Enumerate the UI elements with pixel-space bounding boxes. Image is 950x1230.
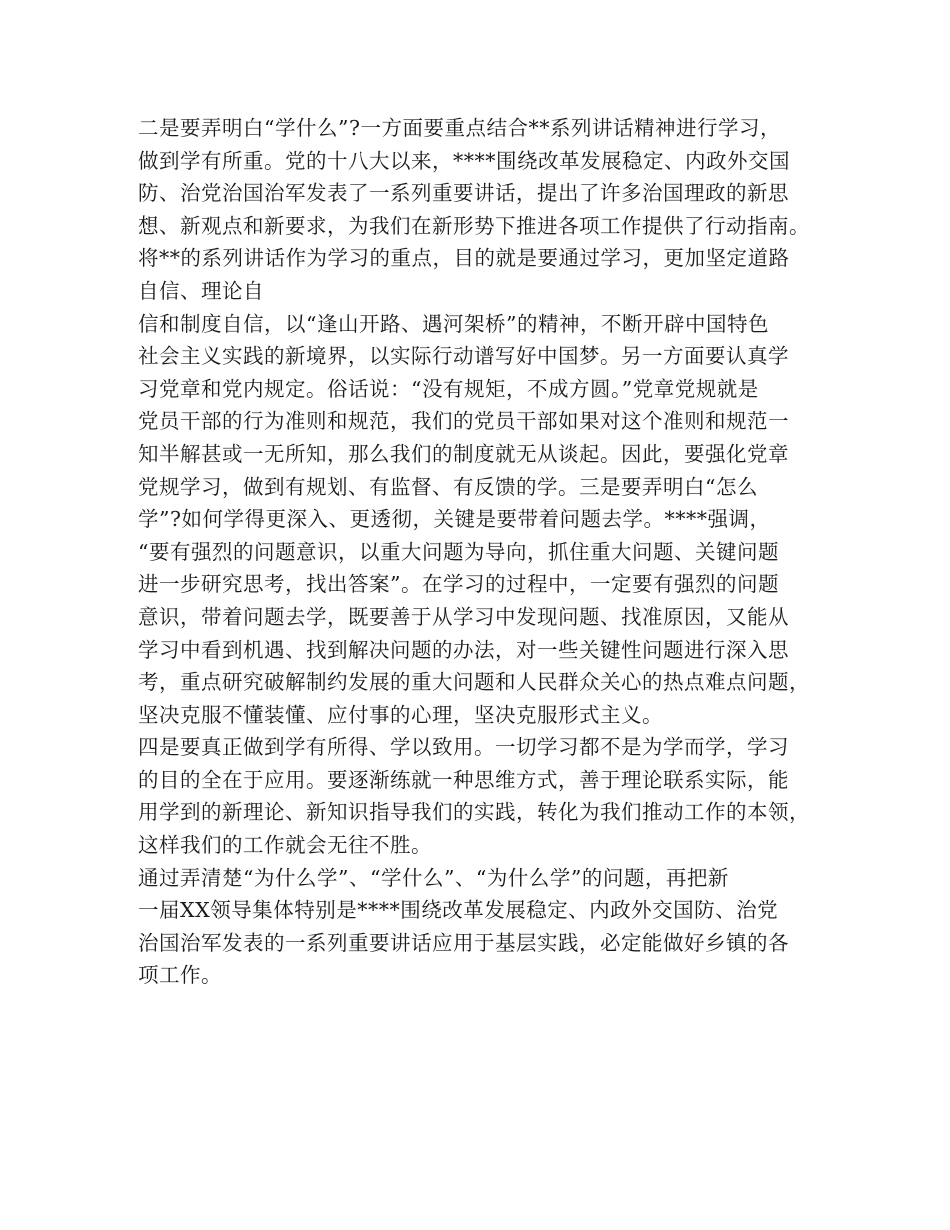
- text-line: 想、新观点和新要求，为我们在新形势下推进各项工作提供了行动指南。: [138, 213, 810, 238]
- text-line: 二是要弄明白“学什么”?一方面要重点结合**系列讲话精神进行学习，: [138, 116, 781, 140]
- text-line: 用学到的新理论、新知识指导我们的实践，转化为我们推动工作的本领，: [138, 800, 810, 825]
- text-line: “要有强烈的问题意识，以重大问题为导向，抓住重大问题、关键问题: [138, 539, 779, 564]
- text-line: 社会主义实践的新境界，以实际行动谱写好中国梦。另一方面要认真学: [138, 344, 789, 369]
- text-line: 防、治党治国治军发表了一系列重要讲话，提出了许多治国理政的新思: [138, 181, 789, 206]
- text-line: 坚决克服不懂装懂、应付事的心理，坚决克服形式主义。: [138, 702, 663, 727]
- text-line: 考，重点研究破解制约发展的重大问题和人民群众关心的热点难点问题，: [138, 670, 810, 695]
- text-line: 将**的系列讲话作为学习的重点，目的就是要通过学习，更加坚定道路: [138, 246, 790, 271]
- text-line: 通过弄清楚“为什么学”、“学什么”、“为什么学”的问题，再把新: [138, 865, 729, 890]
- text-line: 习党章和党内规定。俗话说：“没有规矩，不成方圆。”党章党规就是: [138, 376, 759, 401]
- text-line: 学”?如何学得更深入、更透彻，关键是要带着问题去学。****强调，: [138, 507, 771, 532]
- text-line: 知半解甚或一无所知，那么我们的制度就无从谈起。因此，要强化党章: [138, 441, 789, 466]
- text-line: 治国治军发表的一系列重要讲话应用于基层实践，必定能做好乡镇的各: [138, 930, 789, 955]
- text-line: 学习中看到机遇、找到解决问题的办法，对一些关键性问题进行深入思: [138, 637, 789, 662]
- text-line: 这样我们的工作就会无往不胜。: [138, 833, 432, 858]
- text-line: 党规学习，做到有规划、有监督、有反馈的学。三是要弄明白“怎么: [138, 474, 758, 499]
- text-line: 意识，带着问题去学，既要善于从学习中发现问题、找准原因，又能从: [138, 604, 789, 629]
- text-line: 项工作。: [138, 963, 222, 988]
- document-body: [138, 112, 828, 992]
- text-line: 自信、理论自: [138, 278, 264, 303]
- text-line: 一届XX领导集体特别是****围绕改革发展稳定、内政外交国防、治党: [138, 898, 779, 923]
- text-line: 四是要真正做到学有所得、学以致用。一切学习都不是为学而学，学习: [138, 735, 789, 760]
- text-line: 进一步研究思考，找出答案”。在学习的过程中，一定要有强烈的问题: [138, 572, 779, 597]
- text-line: 做到学有所重。党的十八大以来，****围绕改革发展稳定、内政外交国: [138, 148, 790, 173]
- text-line: 党员干部的行为准则和规范，我们的党员干部如果对这个准则和规范一: [138, 409, 789, 434]
- text-line: 信和制度自信，以“逢山开路、遇河架桥”的精神，不断开辟中国特色: [138, 311, 769, 336]
- text-line: 的目的全在于应用。要逐渐练就一种思维方式，善于理论联系实际，能: [138, 767, 789, 792]
